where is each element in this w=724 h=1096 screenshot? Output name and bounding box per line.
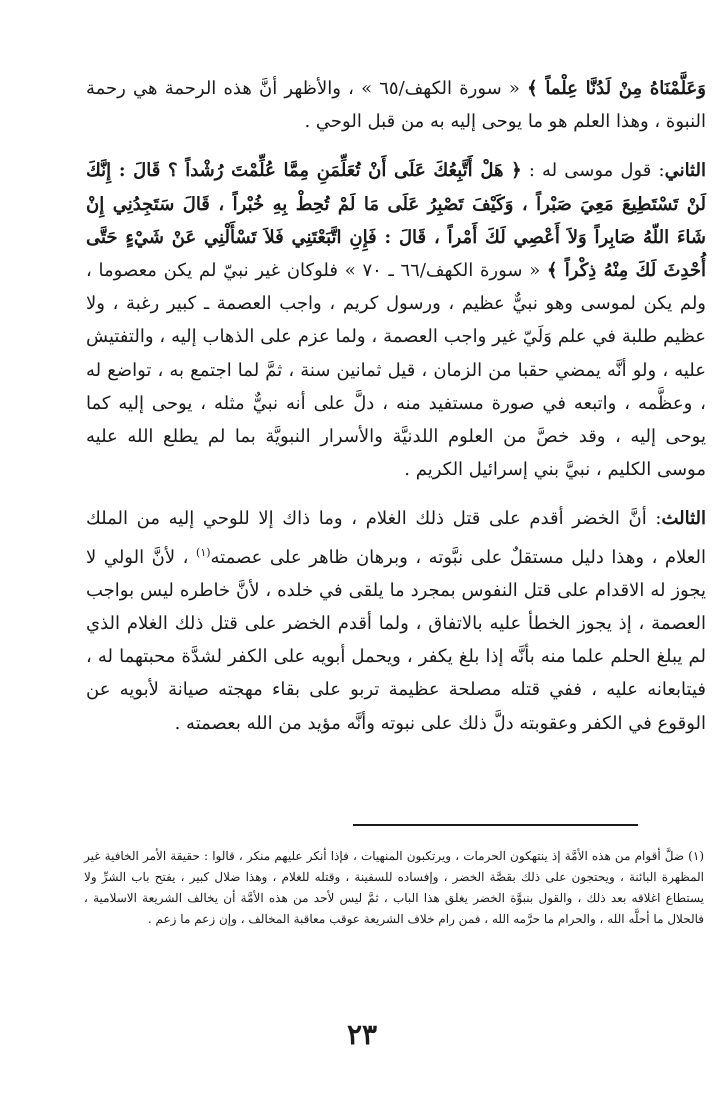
footnote-marker: (١) (196, 545, 211, 559)
paragraph-text: فلوكان غير نبيّ لم يكن معصوما ، ولم يكن لموسى وهو نبيٌّ عظيم ، ورسول كريم ، واجب العصمة ـ كبير رغبة ، ولا عظيم طلبة في علم وَلَيّ غير واجب العصمة ، ولما عزم على الذهاب إليه ، والتفتيش عليه ، ولو أنَّه يمضي حقبا من الزمان ، قيل ثمانين سنة ، ثمَّ لما اجتمع به ، تواضع له ، وعظَّمه ، واتبعه في صورة مستفيد منه ، دلَّ على أنه نبيٌّ مثله ، يوحى إليه كما يوحى إليه ، وقد خصَّ من العلوم اللدنيَّة والأسرار النبويَّة بما لم يطلع الله عليه موسى الكليم ، نبيَّ بني إسرائيل الكريم . (86, 260, 706, 481)
third-point-paragraph (86, 502, 706, 739)
paragraph-text: ، لأنَّ الولي لا يجوز له الاقدام على قتل النفوس بمجرد ما يلقى في خلده ، لأنَّ خاطره ليس بواجب العصمة ، إذ يجوز الخطأ عليه بالاتفاق ، ولما أقدم الخضر على قتل ذلك الغلام الذي لم يبلغ الحلم علما منه بأنَّه إذا بلغ يكفر ، ويحمل أبويه على الكفر لشدَّة محبتهما له ، فيتابعانه عليه ، ففي قتله مصلحة عظيمة تربو على بقاء مهجته صيانة لأبويه عن الوقوع في الكفر وعقوبته دلَّ ذلك على نبوته وأنَّه مؤيد من الله بعصمته . (86, 546, 706, 734)
paragraph-text: : قول موسى له : (528, 160, 665, 182)
point-label: الثالث (661, 508, 706, 530)
point-label: الثاني (664, 160, 706, 182)
footnote-divider (353, 824, 638, 826)
page-body (86, 72, 706, 740)
quran-verse: ﴿ هَلْ أَتَّبِعُكَ عَلَى أَنْ تُعَلِّمَنِ مِمَّا عُلِّمْتَ رُشْداً ؟ قَالَ : إِنَّكَ لَنْ تَسْتَطِيعَ مَعِيَ صَبْراً ، وَكَيْفَ تَصْبِرُ عَلَى مَا لَمْ تُحِطْ بِهِ خُبْراً ، قَالَ سَتَجِدُنِي إِنْ شَاءَ اللّهُ صَابِراً وَلاَ أَعْصِي لَكَ أَمْراً ، قَالَ : فَإِنِ اتَّبَعْتَنِي فَلاَ تَسْأَلْنِي عَنْ شَيْءٍ حَتَّى أُحْدِثَ لَكَ مِنْهُ ذِكْراً ﴾ (86, 160, 706, 282)
footnote: (١) ضلَّ أقوام من هذه الأمَّة إذ ينتهكون الحرمات ، ويرتكبون المنهيات ، فإذا أنكر عليهم منكر ، قالوا : حقيقة الأمر الخافية غير المظهرة البائنة ، ويحتجون على ذلك بقصَّة الخضر ، وإفساده للسفينة ، وقتله للغلام ، وهذا ضلال كبير ، يفتح باب الشرِّ ولا يستطاع اغلاقه بعد ذلك ، والقول بنبوَّة الخضر يغلق هذا الباب ، ثمَّ ليس لأحد من هذه الأمَّة أن يخالف الشريعة الاسلامية ، فالحلال ما أحلَّه الله ، والحرام ما حرَّمه الله ، فمن رام خلاف الشريعة عوقب معاقبة المخالف ، وإن زعم ما زعم . (84, 849, 704, 926)
quran-verse: وَعَلَّمْنَاهُ مِنْ لَدُنَّا عِلْماً ﴾ (527, 78, 706, 99)
intro-paragraph (86, 72, 706, 138)
surah-reference: « سورة الكهف/٦٦ ـ ٧٠ » (344, 260, 541, 282)
paragraph-text: : أنَّ الخضر أقدم على قتل ذلك الغلام ، وما ذاك إلا للوحي إليه من الملك العلام ، وهذا دليل مستقلٌ على نبَّوته ، وبرهان ظاهر على عصمته (86, 508, 706, 568)
surah-reference: « سورة الكهف/٦٥ » (361, 78, 520, 99)
second-point-paragraph (86, 154, 706, 486)
page-number: ٢٣ (346, 1018, 378, 1051)
paragraph-text: ، والأظهر أنَّ هذه الرحمة هي رحمة النبوة ، وهذا العلم هو ما يوحى إليه به من قبل الوحي . (86, 78, 706, 133)
